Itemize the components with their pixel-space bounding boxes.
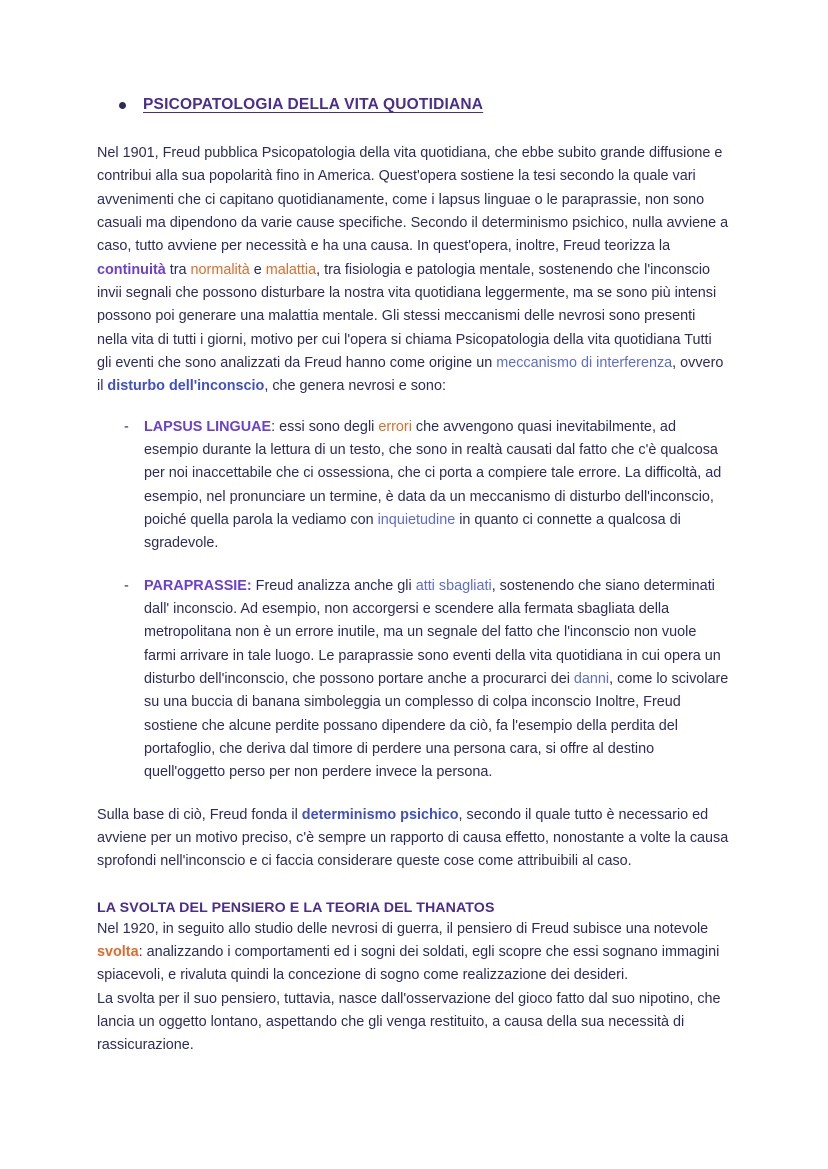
list-item: [97, 575, 729, 785]
keyword-atti-sbagliati: atti sbagliati: [415, 577, 492, 594]
intro-text-6: , che genera nevrosi e sono:: [264, 378, 446, 395]
section2-text-1: Nel 1920, in seguito allo studio delle nevrosi di guerra, il pensiero di Freud subisce una notevole: [97, 920, 709, 937]
document-body: [97, 96, 729, 1057]
intro-text-1: Nel 1901, Freud pubblica Psicopatologia della vita quotidiana, che ebbe subito grande diffusione e contribui alla sua popolarità fino in America. Quest'opera sostiene la tesi secondo la quale vari avvenimenti che ci capitano quotidianamente, come i lapsus linguae o le paraprassie, non sono casuali ma dipendono da varie cause specifiche. Secondo il determinismo psichico, nulla avviene a caso, tutto avviene per necessità e ha una causa. In quest'opera, inoltre, Freud teorizza la: [97, 145, 729, 255]
section2-paragraph-2: La svolta per il suo pensiero, tuttavia, nasce dall'osservazione del gioco fatto dal suo nipotino, che lancia un oggetto lontano, aspettando che gli venga restituito, a causa della sua necessità di rassicurazione.: [97, 990, 721, 1054]
closing-text-1: Sulla base di ciò, Freud fonda il: [97, 806, 302, 823]
list-item-text-2: che avvengono quasi inevitabilmente, ad esempio durante la lettura di un testo, che sono in realtà causati dal fatto che c'è qualcosa per noi inaccettabile che ci ossessiona, che ci porta a compiere tale errore. La difficoltà, ad esempio, nel pronunciare un termine, è data da un meccanismo di disturbo dell'inconscio, poiché quella parola la vediamo con: [144, 418, 722, 528]
list-marker: -: [124, 577, 129, 594]
closing-paragraph: [97, 804, 729, 874]
page-title: PSICOPATOLOGIA DELLA VITA QUOTIDIANA: [143, 96, 484, 113]
list-item-text-3: in quanto ci connette a qualcosa di sgradevole.: [144, 511, 681, 552]
keyword-malattia: malattia: [265, 261, 317, 278]
section-heading-svolta: LA SVOLTA DEL PENSIERO E LA TEORIA DEL THANATOS: [97, 899, 495, 916]
bullet-icon: [119, 102, 126, 109]
list-item-text-3: , come lo scivolare su una buccia di banana simboleggia un complesso di colpa inconscio Inoltre, Freud sostiene che alcune perdite possano dipendere da ciò, fa l'esempio della perdita del portafoglio, che deriva dal timore di perdere una persona cara, si offre al destino quell'oggetto perso per non perdere invece la persona.: [144, 670, 729, 781]
keyword-danni: danni: [573, 670, 610, 687]
concept-list: [97, 416, 729, 785]
keyword-continuita: continuità: [97, 261, 166, 278]
section2-text-2: : analizzando i comportamenti ed i sogni dei soldati, egli scopre che essi sognano immagini spiacevoli, e rivaluta quindi la concezione di sogno come realizzazione dei desideri.: [97, 943, 720, 984]
list-item-term: LAPSUS LINGUAE: [144, 418, 272, 435]
list-marker: -: [124, 418, 129, 435]
keyword-meccanismo-interferenza: meccanismo di interferenza: [496, 354, 673, 371]
keyword-determinismo-psichico: determinismo psichico: [301, 806, 459, 823]
keyword-normalita: normalità: [190, 261, 250, 278]
closing-text-2: , secondo il quale tutto è necessario ed avviene per un motivo preciso, c'è sempre un rapporto di causa effetto, nonostante a volte la causa sprofondi nell'inconscio e ci faccia considerare queste cose come attribuibili al caso.: [97, 806, 729, 870]
keyword-svolta: svolta: [97, 943, 139, 960]
intro-paragraph: [97, 142, 729, 399]
list-item-text-2: , sostenendo che siano determinati dall' inconscio. Ad esempio, non accorgersi e scendere alla fermata sbagliata della metropolitana non è un errore inutile, ma un segnale del fatto che l'inconscio non vuole farmi arrivare in tale luogo. Le paraprassie sono eventi della vita quotidiana in cui opera un disturbo dell'inconscio, che possono portare anche a procurarci dei: [144, 577, 721, 687]
list-item-term: PARAPRASSIE:: [144, 577, 252, 594]
document-title-row: [97, 96, 729, 114]
list-item: [97, 416, 729, 556]
keyword-disturbo-inconscio: disturbo dell'inconscio: [107, 378, 265, 395]
intro-text-3: e: [249, 261, 266, 278]
intro-text-4: , tra fisiologia e patologia mentale, sostenendo che l'inconscio invii segnali che possono disturbare la nostra vita quotidiana leggermente, ma se sono più intensi possono poi generare una malattia mentale. Gli stessi meccanismi delle nevrosi sono presenti nella vita di tutti i giorni, motivo per cui l'opera si chiama Psicopatologia della vita quotidiana Tutti gli eventi che sono analizzati da Freud hanno come origine un: [97, 261, 717, 371]
keyword-errori: errori: [378, 418, 412, 435]
keyword-inquietudine: inquietudine: [377, 511, 456, 528]
intro-text-2: tra: [165, 261, 191, 278]
intro-text-5: , ovvero il: [97, 354, 724, 395]
section2-paragraph-1: [97, 918, 729, 988]
list-item-text-1: : essi sono degli: [271, 418, 379, 435]
list-item-text-1: Freud analizza anche gli: [251, 577, 416, 594]
